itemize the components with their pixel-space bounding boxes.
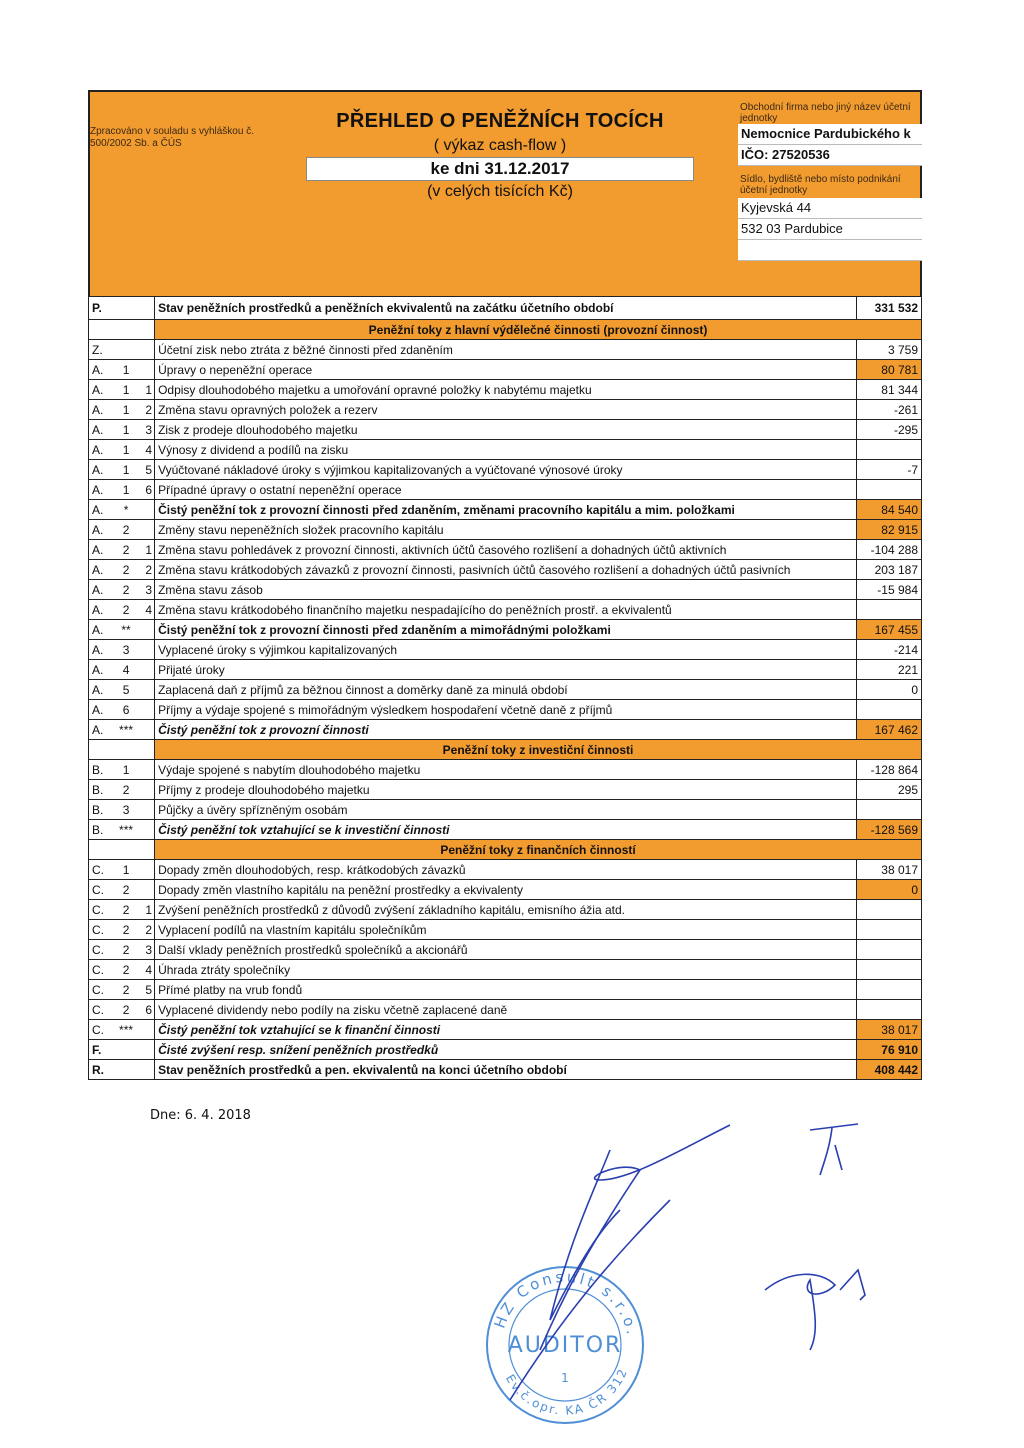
row-code-part: B. [89, 800, 116, 820]
table-row [89, 1040, 922, 1060]
row-code-part: A. [89, 640, 116, 660]
row-code-part [137, 500, 155, 520]
title-block [306, 110, 694, 201]
row-label: Zisk z prodeje dlouhodobého majetku [155, 420, 857, 440]
row-code-part [137, 360, 155, 380]
table-row [89, 960, 922, 980]
statement-date: ke dni 31.12.2017 [306, 157, 694, 181]
row-label: Změna stavu zásob [155, 580, 857, 600]
row-label: Dopady změn dlouhodobých, resp. krátkodobých závazků [155, 860, 857, 880]
row-label: Dopady změn vlastního kapitálu na peněžní prostředky a ekvivalenty [155, 880, 857, 900]
row-code-part: C. [89, 980, 116, 1000]
row-label: Příjmy a výdaje spojené s mimořádným výsledkem hospodaření včetně daně z příjmů [155, 700, 857, 720]
row-value: -261 [856, 400, 921, 420]
row-code-part: A. [89, 500, 116, 520]
statement-title: PŘEHLED O PENĚŽNÍCH TOCÍCH [336, 110, 664, 132]
row-label: Účetní zisk nebo ztráta z běžné činnosti před zdaněním [155, 340, 857, 360]
row-value: -128 569 [856, 820, 921, 840]
row-code-part: 3 [115, 800, 137, 820]
row-code-part: 1 [115, 360, 137, 380]
row-code-part: P. [89, 297, 116, 320]
row-label: Změny stavu nepeněžních složek pracovního kapitálu [155, 520, 857, 540]
row-code-part: A. [89, 400, 116, 420]
row-label: Čistý peněžní tok z provozní činnosti před zdaněním, změnami pracovního kapitálu a mim. položkami [155, 500, 857, 520]
address-line-3 [738, 240, 922, 261]
row-code-part [137, 860, 155, 880]
row-code-part: 1 [115, 380, 137, 400]
row-label: Čisté zvýšení resp. snížení peněžních prostředků [155, 1040, 857, 1060]
row-value: -214 [856, 640, 921, 660]
table-row [89, 620, 922, 640]
row-label: Odpisy dlouhodobého majetku a umořování opravné položky k nabytému majetku [155, 380, 857, 400]
row-code-part: * [115, 500, 137, 520]
row-value: 0 [856, 680, 921, 700]
table-row [89, 440, 922, 460]
row-code-part: 2 [115, 600, 137, 620]
row-value: 38 017 [856, 1020, 921, 1040]
row-value [856, 980, 921, 1000]
statement-header [88, 90, 922, 296]
row-code-part: 3 [137, 420, 155, 440]
row-code-part [115, 1060, 137, 1080]
table-row [89, 880, 922, 900]
row-code-part: R. [89, 1060, 116, 1080]
row-code-part: 4 [137, 960, 155, 980]
row-code-part: A. [89, 660, 116, 680]
row-value [856, 940, 921, 960]
row-code-part [137, 620, 155, 640]
row-code-part: C. [89, 880, 116, 900]
row-code-part [137, 760, 155, 780]
table-row [89, 1020, 922, 1040]
row-value [856, 800, 921, 820]
row-code-part: 3 [137, 940, 155, 960]
row-code-part: 3 [115, 640, 137, 660]
row-label: Čistý peněžní tok z provozní činnosti před zdaněním a mimořádnými položkami [155, 620, 857, 640]
table-row [89, 460, 922, 480]
row-label: Přímé platby na vrub fondů [155, 980, 857, 1000]
row-label: Stav peněžních prostředků a pen. ekvivalentů na konci účetního období [155, 1060, 857, 1080]
row-value: 221 [856, 660, 921, 680]
table-row [89, 380, 922, 400]
row-code-part: A. [89, 600, 116, 620]
row-code-part [137, 340, 155, 360]
row-value: 408 442 [856, 1060, 921, 1080]
row-code-part: A. [89, 420, 116, 440]
section-title: Peněžní toky z hlavní výdělečné činnosti (provozní činnost) [155, 320, 922, 340]
row-code-part: 1 [115, 440, 137, 460]
row-label: Zaplacená daň z příjmů za běžnou činnost a doměrky daně za minulá období [155, 680, 857, 700]
section-title: Peněžní toky z finančních činností [155, 840, 922, 860]
row-label: Výnosy z dividend a podílů na zisku [155, 440, 857, 460]
row-code-part: 2 [115, 560, 137, 580]
row-code-part: C. [89, 940, 116, 960]
signing-date: Dne: 6. 4. 2018 [150, 1108, 251, 1123]
seat-label: Sídlo, bydliště nebo místo podnikání účetní jednotky [740, 174, 901, 196]
row-code-part [115, 340, 137, 360]
row-code-part: B. [89, 820, 116, 840]
address-line-1: Kyjevská 44 [738, 198, 922, 219]
table-row [89, 900, 922, 920]
row-code-part: C. [89, 960, 116, 980]
table-row [89, 520, 922, 540]
row-code-part: A. [89, 700, 116, 720]
section-lead-cell [89, 740, 155, 760]
auditor-signature [507, 1125, 730, 1400]
row-code-part: 2 [137, 560, 155, 580]
row-label: Úpravy o nepeněžní operace [155, 360, 857, 380]
row-value [856, 600, 921, 620]
row-code-part: C. [89, 1000, 116, 1020]
table-row [89, 660, 922, 680]
row-label: Zvýšení peněžních prostředků z důvodů zvýšení základního kapitálu, emisního ážia atd. [155, 900, 857, 920]
row-code-part: 2 [115, 540, 137, 560]
row-value [856, 440, 921, 460]
company-name: Nemocnice Pardubického k [738, 124, 922, 145]
row-value: -128 864 [856, 760, 921, 780]
row-value [856, 480, 921, 500]
row-value: -104 288 [856, 540, 921, 560]
regulation-note: Zpracováno v souladu s vyhláškou č. 500/2002 Sb. a ČÚS [90, 126, 254, 149]
section-header [89, 740, 922, 760]
row-code-part [137, 520, 155, 540]
statement-units: (v celých tisících Kč) [427, 183, 573, 200]
stamp-number: 1 [561, 1371, 569, 1385]
row-code-part [137, 800, 155, 820]
row-code-part: 2 [137, 920, 155, 940]
address-line-2: 532 03 Pardubice [738, 219, 922, 240]
second-signature [765, 1124, 865, 1350]
row-label: Změna stavu krátkodobého finančního majetku nespadajícího do peněžních prostř. a ekvivalentů [155, 600, 857, 620]
row-code-part [137, 297, 155, 320]
row-value: 203 187 [856, 560, 921, 580]
row-code-part: ** [115, 620, 137, 640]
row-code-part [137, 1060, 155, 1080]
row-code-part: 4 [115, 660, 137, 680]
row-code-part: C. [89, 920, 116, 940]
row-code-part: A. [89, 580, 116, 600]
table-row [89, 920, 922, 940]
row-value: 331 532 [856, 297, 921, 320]
row-value [856, 900, 921, 920]
section-title: Peněžní toky z investiční činnosti [155, 740, 922, 760]
table-row [89, 820, 922, 840]
row-code-part: 6 [137, 480, 155, 500]
row-code-part: A. [89, 560, 116, 580]
row-code-part: A. [89, 480, 116, 500]
entity-block [738, 102, 922, 261]
row-code-part: 2 [115, 1000, 137, 1020]
row-code-part: C. [89, 860, 116, 880]
row-code-part [137, 640, 155, 660]
row-label: Vyplacené dividendy nebo podíly na zisku včetně zaplacené daně [155, 1000, 857, 1020]
row-value: 167 462 [856, 720, 921, 740]
row-value: 38 017 [856, 860, 921, 880]
table-row [89, 400, 922, 420]
row-code-part: *** [115, 720, 137, 740]
row-code-part: A. [89, 680, 116, 700]
row-code-part: A. [89, 440, 116, 460]
table-row [89, 780, 922, 800]
row-code-part: *** [115, 820, 137, 840]
row-value [856, 1000, 921, 1020]
row-value: 0 [856, 880, 921, 900]
row-code-part [137, 680, 155, 700]
row-code-part: 2 [115, 980, 137, 1000]
row-value: 3 759 [856, 340, 921, 360]
row-value: -15 984 [856, 580, 921, 600]
row-code-part: 2 [115, 940, 137, 960]
row-code-part: 1 [115, 760, 137, 780]
row-code-part: 4 [137, 600, 155, 620]
row-label: Vyplacení podílů na vlastním kapitálu společníkům [155, 920, 857, 940]
table-row [89, 980, 922, 1000]
row-label: Úhrada ztráty společníky [155, 960, 857, 980]
row-code-part: 1 [115, 420, 137, 440]
cash-flow-statement [88, 90, 922, 1080]
row-code-part [137, 660, 155, 680]
row-label: Čistý peněžní tok vztahující se k finanční činnosti [155, 1020, 857, 1040]
row-code-part: 1 [115, 400, 137, 420]
table-row [89, 1000, 922, 1020]
table-row [89, 340, 922, 360]
row-value [856, 920, 921, 940]
row-code-part [137, 1040, 155, 1060]
table-row [89, 940, 922, 960]
table-row [89, 560, 922, 580]
row-code-part [137, 700, 155, 720]
row-code-part: 1 [115, 460, 137, 480]
row-code-part [137, 720, 155, 740]
table-row [89, 760, 922, 780]
row-value: 84 540 [856, 500, 921, 520]
row-code-part: 1 [137, 540, 155, 560]
table-row [89, 860, 922, 880]
table-row [89, 580, 922, 600]
table-row [89, 480, 922, 500]
row-label: Vyúčtované nákladové úroky s výjimkou kapitalizovaných a vyúčtované výnosové úroky [155, 460, 857, 480]
row-code-part: C. [89, 1020, 116, 1040]
row-code-part: 2 [115, 920, 137, 940]
row-code-part [137, 880, 155, 900]
row-value: 80 781 [856, 360, 921, 380]
row-code-part: *** [115, 1020, 137, 1040]
row-code-part [115, 297, 137, 320]
row-code-part: 2 [115, 900, 137, 920]
row-code-part: C. [89, 900, 116, 920]
row-label: Výdaje spojené s nabytím dlouhodobého majetku [155, 760, 857, 780]
row-label: Čistý peněžní tok vztahující se k investiční činnosti [155, 820, 857, 840]
row-label: Případné úpravy o ostatní nepeněžní operace [155, 480, 857, 500]
section-header [89, 320, 922, 340]
row-code-part: A. [89, 520, 116, 540]
row-value [856, 960, 921, 980]
row-label: Změna stavu krátkodobých závazků z provozní činnosti, pasivních účtů časového rozlišení a dohadných účtů pasivních [155, 560, 857, 580]
row-code-part [115, 1040, 137, 1060]
statement-subtitle: ( výkaz cash-flow ) [433, 137, 567, 154]
row-label: Vyplacené úroky s výjimkou kapitalizovaných [155, 640, 857, 660]
table-row [89, 800, 922, 820]
row-code-part: A. [89, 360, 116, 380]
row-code-part: 4 [137, 440, 155, 460]
company-label: Obchodní firma nebo jiný název účetní jednotky [740, 102, 911, 124]
row-code-part [137, 820, 155, 840]
row-label: Příjmy z prodeje dlouhodobého majetku [155, 780, 857, 800]
section-header [89, 840, 922, 860]
row-value: -7 [856, 460, 921, 480]
row-code-part: B. [89, 760, 116, 780]
row-code-part: 6 [137, 1000, 155, 1020]
company-ico: IČO: 27520536 [738, 145, 922, 166]
row-code-part: 5 [115, 680, 137, 700]
row-code-part: 1 [115, 860, 137, 880]
row-code-part: 1 [115, 480, 137, 500]
row-label: Stav peněžních prostředků a peněžních ekvivalentů na začátku účetního období [155, 297, 857, 320]
row-code-part: 2 [115, 580, 137, 600]
row-code-part: A. [89, 460, 116, 480]
row-value: 167 455 [856, 620, 921, 640]
table-row [89, 297, 922, 320]
table-row [89, 720, 922, 740]
signatures-and-stamp [480, 1120, 900, 1440]
table-row [89, 360, 922, 380]
row-value: -295 [856, 420, 921, 440]
section-lead-cell [89, 840, 155, 860]
table-row [89, 540, 922, 560]
row-code-part: A. [89, 540, 116, 560]
row-label: Čistý peněžní tok z provozní činnosti [155, 720, 857, 740]
row-code-part: A. [89, 720, 116, 740]
row-code-part: 6 [115, 700, 137, 720]
row-code-part: 2 [115, 520, 137, 540]
row-code-part: 1 [137, 900, 155, 920]
row-code-part [137, 780, 155, 800]
row-code-part: A. [89, 380, 116, 400]
stamp-auditor-text: AUDITOR [507, 1333, 623, 1358]
table-row [89, 600, 922, 620]
table-row [89, 680, 922, 700]
row-label: Přijaté úroky [155, 660, 857, 680]
row-label: Změna stavu opravných položek a rezerv [155, 400, 857, 420]
row-code-part [137, 1020, 155, 1040]
table-row [89, 640, 922, 660]
row-code-part: F. [89, 1040, 116, 1060]
stamp-top-text: HZ Consult s.r.o. [490, 1267, 642, 1339]
row-value: 81 344 [856, 380, 921, 400]
table-row [89, 500, 922, 520]
row-code-part: 5 [137, 460, 155, 480]
row-value: 295 [856, 780, 921, 800]
row-code-part: B. [89, 780, 116, 800]
row-code-part: 2 [115, 780, 137, 800]
table-row [89, 700, 922, 720]
table-row [89, 420, 922, 440]
row-code-part: 2 [115, 960, 137, 980]
row-code-part: 2 [137, 400, 155, 420]
row-label: Změna stavu pohledávek z provozní činnosti, aktivních účtů časového rozlišení a dohadných účtů aktivních [155, 540, 857, 560]
row-code-part: 3 [137, 580, 155, 600]
stamp-bottom-text: Ev.č.opr. KA ČR 312 [502, 1365, 631, 1418]
table-row [89, 1060, 922, 1080]
row-value: 76 910 [856, 1040, 921, 1060]
row-label: Půjčky a úvěry spřízněným osobám [155, 800, 857, 820]
row-code-part: 5 [137, 980, 155, 1000]
row-value: 82 915 [856, 520, 921, 540]
section-lead-cell [89, 320, 155, 340]
row-value [856, 700, 921, 720]
row-code-part: 1 [137, 380, 155, 400]
row-label: Další vklady peněžních prostředků společníků a akcionářů [155, 940, 857, 960]
row-code-part: A. [89, 620, 116, 640]
row-code-part: Z. [89, 340, 116, 360]
cash-flow-table [88, 296, 922, 1080]
row-code-part: 2 [115, 880, 137, 900]
